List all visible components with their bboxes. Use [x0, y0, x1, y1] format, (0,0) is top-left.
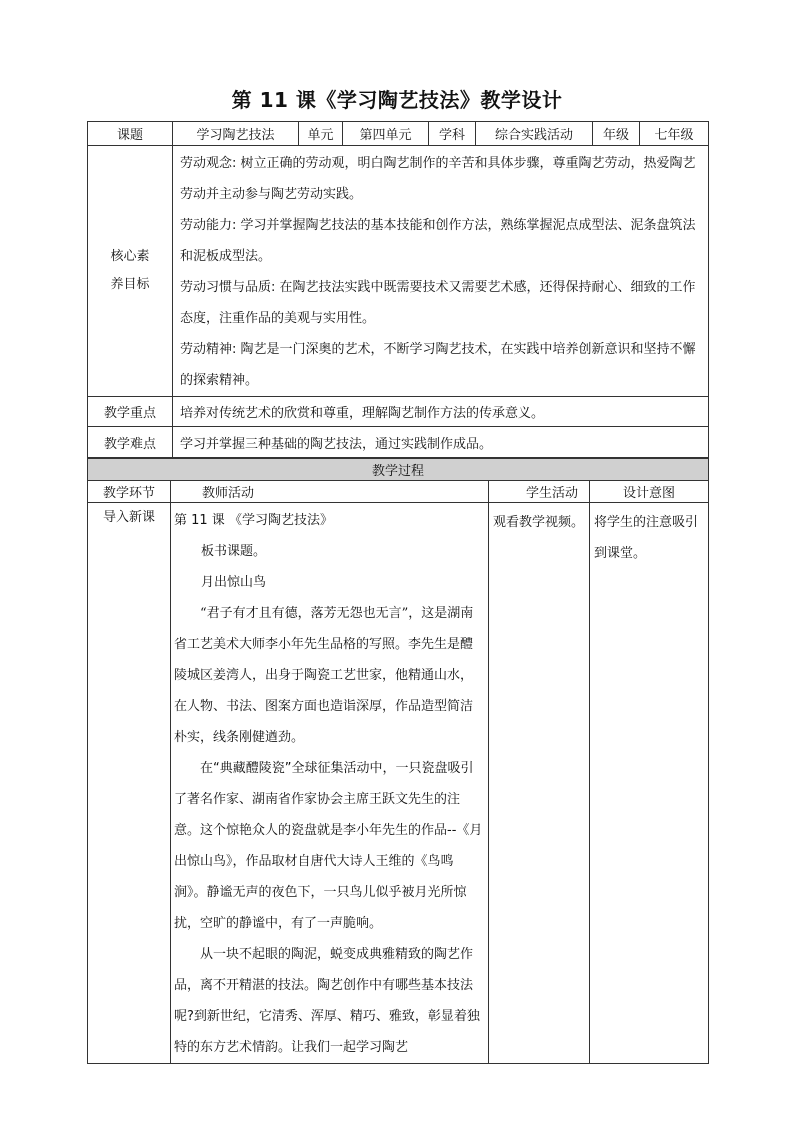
unit-value: 第四单元 [343, 122, 429, 146]
teacher-line: 从一块不起眼的陶泥，蜕变成典雅精致的陶艺作品，离不开精湛的技法。陶艺创作中有哪些基本技法呢?到新世纪，它清秀、浑厚、精巧、雅致，彰显着独特的东方艺术情韵。让我们一起学习陶艺 [174, 947, 480, 1055]
info-row [88, 122, 709, 146]
teacher-line: 板书课题。 [201, 544, 267, 559]
col-design: 设计意图 [590, 481, 709, 503]
col-teacher: 教师活动 [171, 481, 489, 503]
process-row-intro [88, 503, 709, 1064]
unit-label: 单元 [299, 122, 343, 146]
lesson-info-table [87, 121, 709, 458]
grade-value: 七年级 [640, 122, 709, 146]
student-activity: 观看教学视频。 [489, 503, 590, 1064]
objective-item: 劳动能力: 学习并掌握陶艺技法的基本技能和创作方法，熟练掌握泥点成型法、泥条盘筑法和泥板成型法。 [180, 218, 696, 264]
key-point-value: 培养对传统艺术的欣赏和尊重，理解陶艺制作方法的传承意义。 [173, 397, 709, 427]
stage-intro: 导入新课 [88, 503, 171, 1064]
subject-label: 学科 [429, 122, 476, 146]
page-title: 第 11 课《学习陶艺技法》教学设计 [231, 88, 563, 112]
objectives-label-line1: 核心素 [110, 249, 150, 264]
objectives-content [173, 146, 709, 397]
grade-label: 年级 [593, 122, 640, 146]
objective-item: 劳动观念: 树立正确的劳动观，明白陶艺制作的辛苦和具体步骤，尊重陶艺劳动，热爱陶艺劳动并主动参与陶艺劳动实践。 [180, 156, 696, 202]
teacher-line: “君子有才且有德，落芳无怨也无言”，这是湖南省工艺美术大师李小年先生品格的写照。李先生是醴陵城区姜湾人，出身于陶瓷工艺世家，他精通山水，在人物、书法、图案方面也造诣深厚，作品造型简洁朴实，线条刚健遒劲。 [174, 606, 474, 745]
objectives-row [88, 146, 709, 397]
process-header-row [88, 459, 709, 481]
objective-item: 劳动习惯与品质: 在陶艺技法实践中既需要技术又需要艺术感，还得保持耐心、细致的工作态度，注重作品的美观与实用性。 [180, 280, 696, 326]
teacher-line: 月出惊山鸟 [201, 575, 267, 590]
teacher-line: 第 11 课 《学习陶艺技法》 [174, 513, 333, 528]
course-label: 课题 [88, 122, 173, 146]
col-student: 学生活动 [489, 481, 590, 503]
design-intent: 将学生的注意吸引到课堂。 [590, 503, 709, 1064]
difficulty-label: 教学难点 [88, 427, 173, 458]
objective-item: 劳动精神: 陶艺是一门深奥的艺术，不断学习陶艺技术，在实践中培养创新意识和坚持不懈的探索精神。 [180, 342, 696, 388]
process-header: 教学过程 [88, 459, 709, 481]
objectives-label-line2: 养目标 [110, 277, 150, 292]
key-point-row [88, 397, 709, 427]
subject-value: 综合实践活动 [476, 122, 593, 146]
teaching-process-table [87, 458, 709, 1064]
teacher-activity [171, 503, 489, 1064]
objectives-label [88, 146, 173, 397]
difficulty-value: 学习并掌握三种基础的陶艺技法，通过实践制作成品。 [173, 427, 709, 458]
col-stage: 教学环节 [88, 481, 171, 503]
teacher-line: 在“典藏醴陵瓷”全球征集活动中，一只瓷盘吸引了著名作家、湖南省作家协会主席王跃文先生的注意。这个惊艳众人的瓷盘就是李小年先生的作品--《月出惊山鸟》，作品取材自唐代大诗人王维的《鸟鸣涧》。静谧无声的夜色下，一只鸟儿似乎被月光所惊扰，空旷的静谧中，有了一声脆响。 [174, 761, 483, 931]
key-point-label: 教学重点 [88, 397, 173, 427]
course-value: 学习陶艺技法 [173, 122, 299, 146]
process-columns-row [88, 481, 709, 503]
difficulty-row [88, 427, 709, 458]
